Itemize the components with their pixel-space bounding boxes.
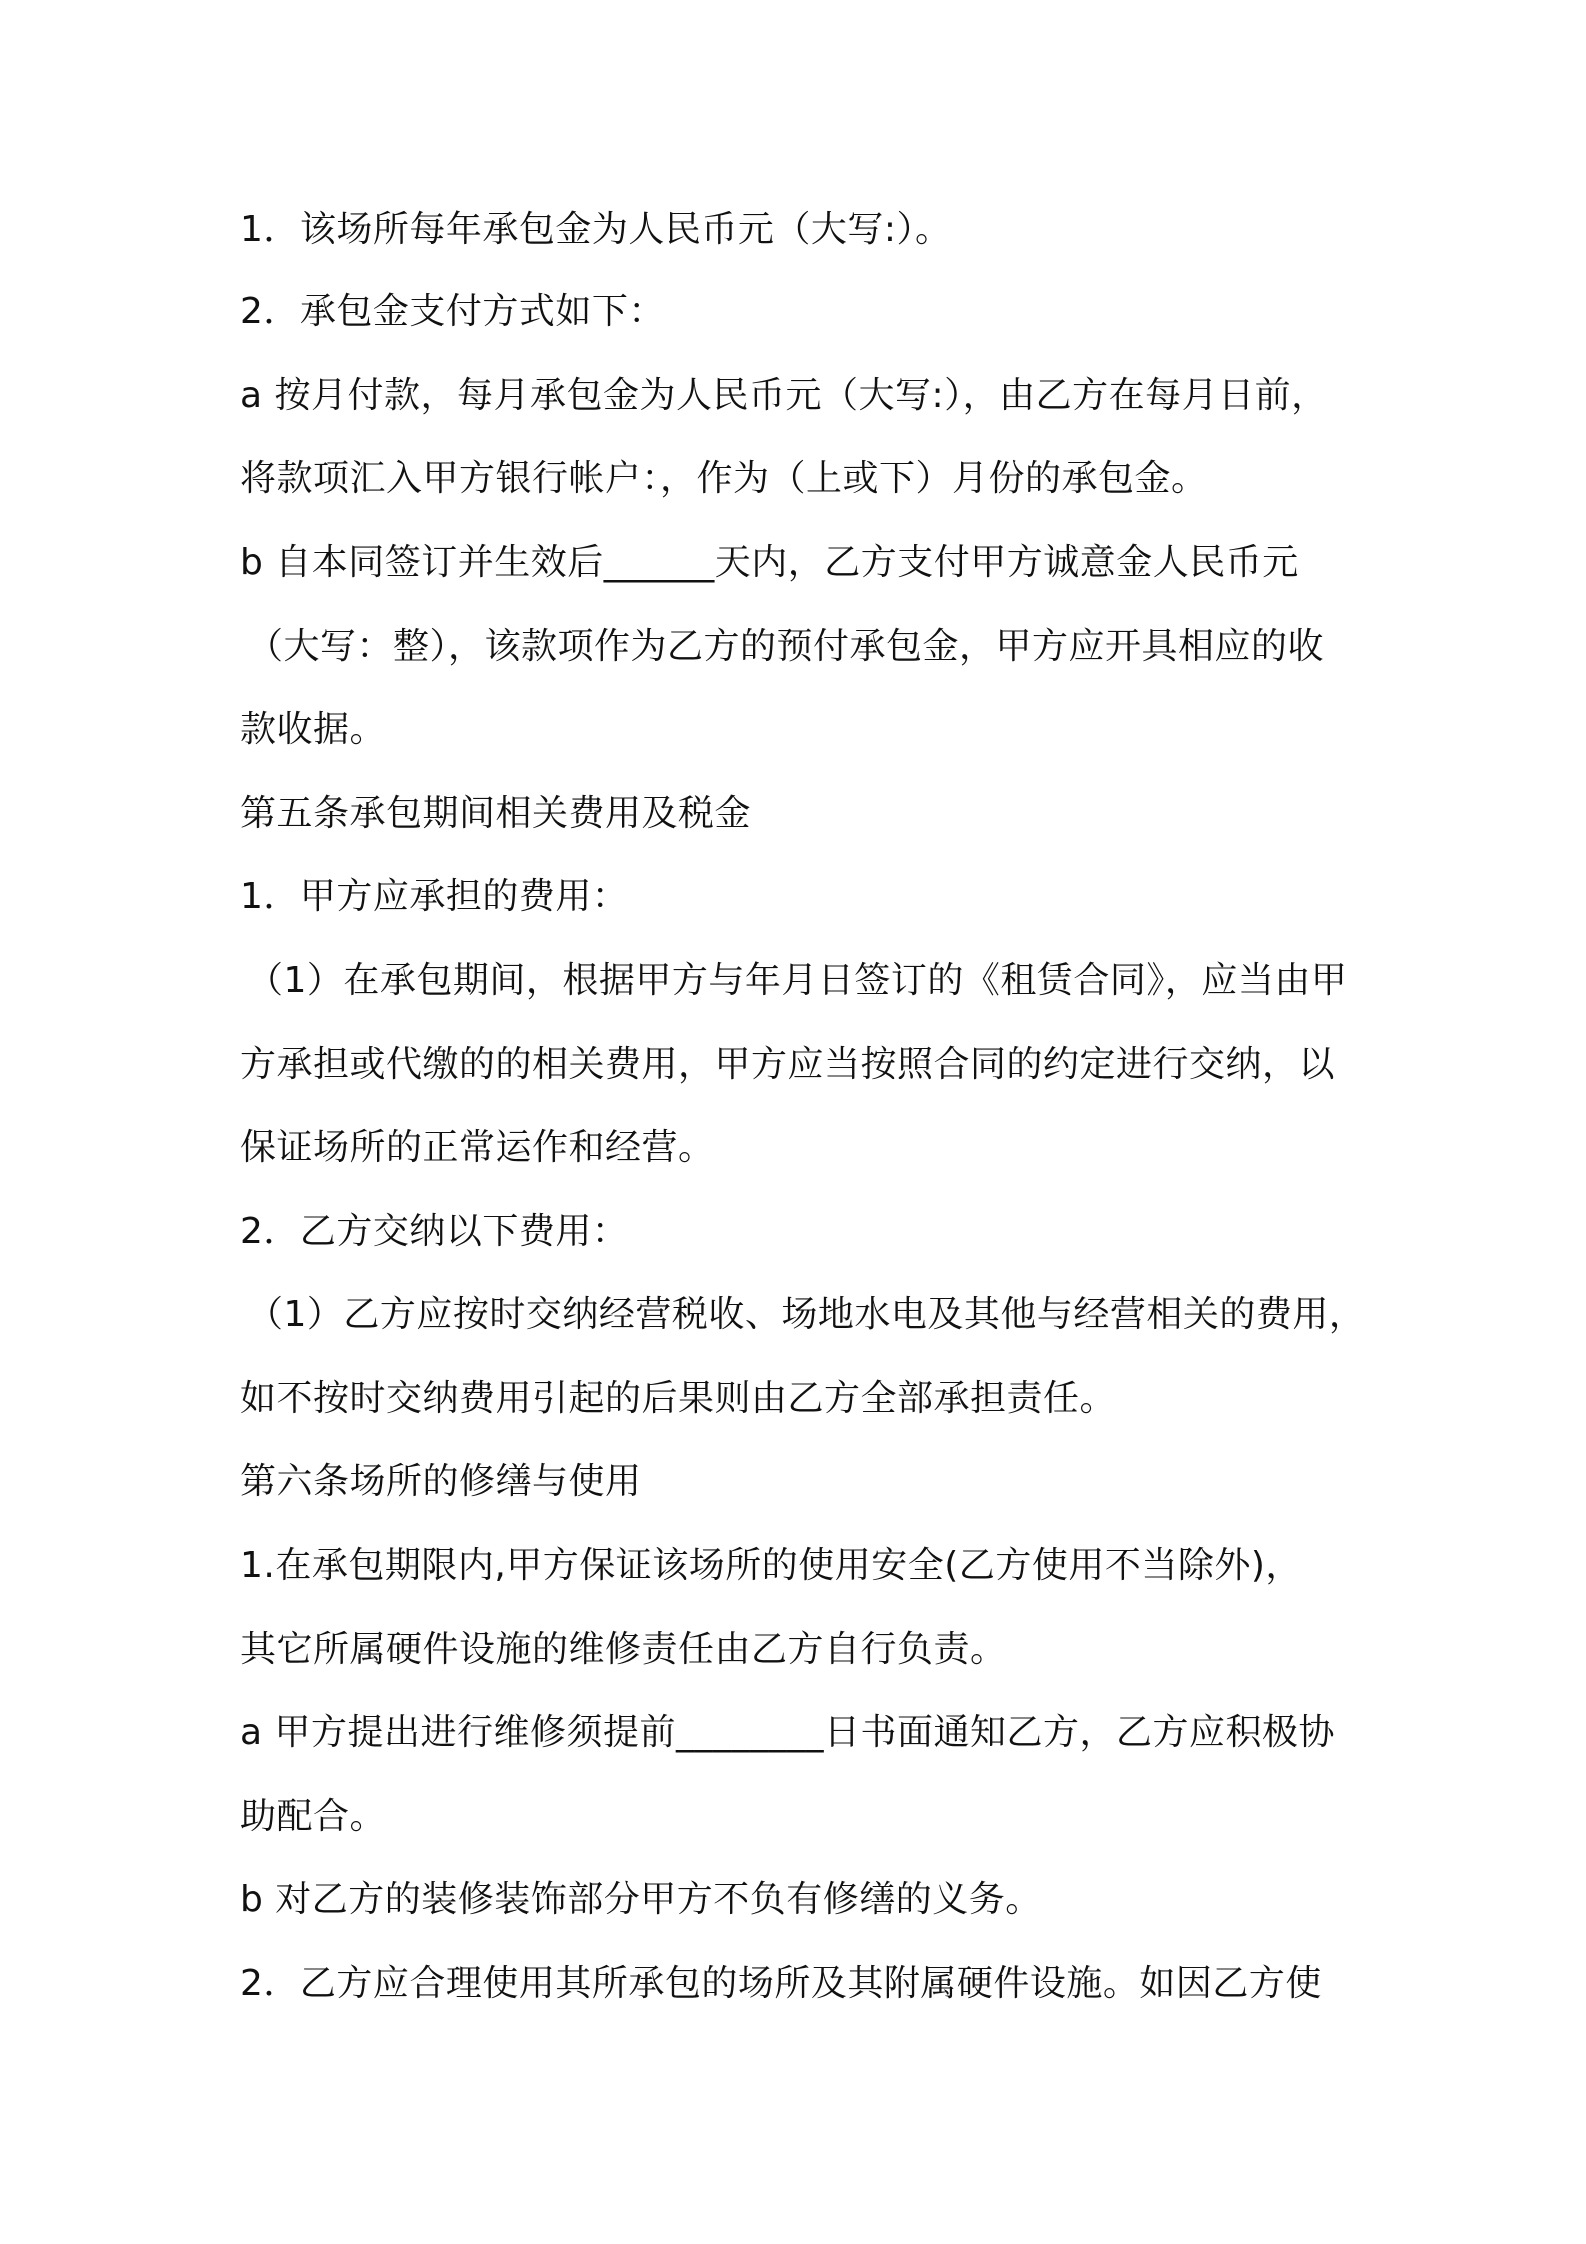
- text-line-6: （大写：整），该款项作为乙方的预付承包金，甲方应开具相应的收: [247, 626, 1325, 667]
- text-line-9: 1．甲方应承担的费用：: [240, 876, 629, 917]
- text-line-11: 方承担或代缴的的相关费用，甲方应当按照合同的约定进行交纳，以: [240, 1044, 1336, 1085]
- text-line-21: b 对乙方的装修装饰部分甲方不负有修缮的义务。: [240, 1879, 1042, 1920]
- text-line-7: 款收据。: [240, 709, 387, 750]
- text-line-18: 其它所属硬件设施的维修责任由乙方自行负责。: [240, 1629, 1007, 1670]
- text-line-14: （1）乙方应按时交纳经营税收、场地水电及其他与经营相关的费用，: [247, 1294, 1366, 1335]
- text-line-1: 1．该场所每年承包金为人民币元（大写:）。: [240, 209, 952, 250]
- text-line-10: （1）在承包期间，根据甲方与年月日签订的《租赁合同》，应当由甲: [247, 960, 1348, 1001]
- text-line-4: 将款项汇入甲方银行帐户：，作为（上或下）月份的承包金。: [240, 458, 1208, 499]
- text-line-17: 1.在承包期限内,甲方保证该场所的使用安全(乙方使用不当除外)，: [240, 1545, 1302, 1586]
- text-line-15: 如不按时交纳费用引起的后果则由乙方全部承担责任。: [240, 1378, 1117, 1419]
- text-line-2: 2．承包金支付方式如下：: [240, 291, 665, 332]
- text-line-5: b 自本同签订并生效后______天内，乙方支付甲方诚意金人民币元: [240, 542, 1299, 583]
- section-heading-6: 第六条场所的修缮与使用: [240, 1461, 642, 1502]
- text-line-3: a 按月付款，每月承包金为人民币元（大写:），由乙方在每月日前，: [240, 375, 1328, 416]
- text-line-20: 助配合。: [240, 1796, 387, 1837]
- text-line-19: a 甲方提出进行维修须提前________日书面通知乙方，乙方应积极协: [240, 1712, 1336, 1753]
- section-heading-5: 第五条承包期间相关费用及税金: [240, 793, 752, 834]
- text-line-22: 2．乙方应合理使用其所承包的场所及其附属硬件设施。如因乙方使: [240, 1963, 1322, 2004]
- text-line-13: 2．乙方交纳以下费用：: [240, 1211, 629, 1252]
- text-line-12: 保证场所的正常运作和经营。: [240, 1127, 715, 1168]
